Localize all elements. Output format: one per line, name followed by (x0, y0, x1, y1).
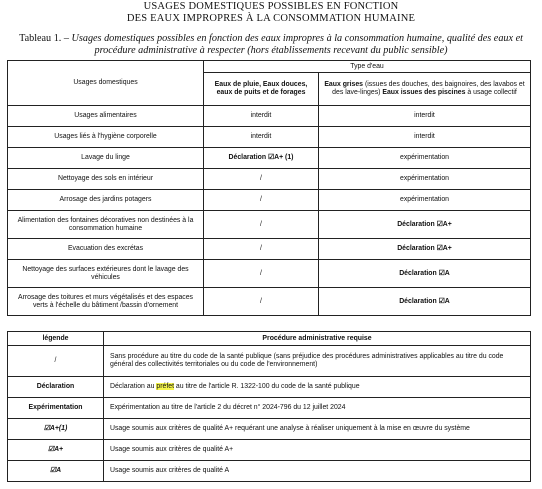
table-row (8, 190, 531, 211)
grey-water-detail: (issues des douches, des baignoires, des lavabos et des lave-linges) (332, 81, 525, 97)
grey-cell: interdit (319, 127, 531, 148)
table-caption-body: Usages domestiques possibles en fonction des eaux impropres à la consommation humaine, qualité des eaux et procédure administrative à respecter (hors établissements recevant du public sensible) (71, 33, 523, 56)
table-caption (2, 33, 540, 57)
legend-description: Sans procédure au titre du code de la santé publique (sans préjudice des procédures administratives applicables au titre du code général des collectivités territoriales ou du code de l'environnement) (104, 346, 531, 377)
legend-symbol: Déclaration (8, 377, 104, 398)
grey-cell: Déclaration ☑A (319, 260, 531, 288)
grey-cell: expérimentation (319, 190, 531, 211)
document-title-line-1: USAGES DOMESTIQUES POSSIBLES EN FONCTION (143, 1, 399, 12)
rain-cell: / (204, 211, 319, 239)
legend-text-after: au titre de l'article R. 1322-100 du code de la santé publique (173, 383, 360, 390)
table-caption-lead: Tableau 1. – (19, 33, 69, 44)
legend-symbol: ☑A+ (8, 440, 104, 461)
grey-cell: expérimentation (319, 169, 531, 190)
table-row (8, 239, 531, 260)
document-title-line-2: DES EAUX IMPROPRES À LA CONSOMMATION HUMAINE (126, 13, 416, 24)
usage-cell: Arrosage des toitures et murs végétalisés et des espaces verts à l'échelle du bâtiment /bassin d'ornement (8, 288, 204, 316)
usage-cell: Lavage du linge (8, 148, 204, 169)
table-row (8, 260, 531, 288)
legend-description: Usage soumis aux critères de qualité A+ requérant une analyse à réaliser uniquement à la mise en œuvre du système (104, 419, 531, 440)
legend-row (8, 461, 531, 482)
table-row (8, 148, 531, 169)
grey-cell: expérimentation (319, 148, 531, 169)
rain-cell: / (204, 260, 319, 288)
rain-cell: / (204, 169, 319, 190)
document-header (0, 0, 542, 25)
pool-water-label: Eaux issues des piscines (382, 89, 466, 97)
highlighted-word: préfet (156, 383, 174, 390)
grey-cell: interdit (319, 106, 531, 127)
legend-description: Usage soumis aux critères de qualité A (104, 461, 531, 482)
table-row (8, 127, 531, 148)
usage-cell: Alimentation des fontaines décoratives non destinées à la consommation humaine (8, 211, 204, 239)
grey-cell: Déclaration ☑A+ (319, 239, 531, 260)
column-header-usages: Usages domestiques (8, 61, 204, 106)
legend-description (104, 377, 531, 398)
rain-cell: interdit (204, 106, 319, 127)
grey-cell: Déclaration ☑A+ (319, 211, 531, 239)
column-header-procedure: Procédure administrative requise (104, 332, 531, 346)
legend-row (8, 419, 531, 440)
usage-table (7, 60, 531, 316)
rain-cell: / (204, 288, 319, 316)
legend-description: Expérimentation au titre de l'article 2 du décret n° 2024-796 du 12 juillet 2024 (104, 398, 531, 419)
legend-symbol: ☑A (8, 461, 104, 482)
usage-cell: Nettoyage des sols en intérieur (8, 169, 204, 190)
table-row (8, 288, 531, 316)
column-header-rain: Eaux de pluie, Eaux douces, eaux de puits et de forages (204, 73, 319, 106)
usage-cell: Usages alimentaires (8, 106, 204, 127)
column-header-type: Type d'eau (204, 61, 531, 73)
usage-cell: Arrosage des jardins potagers (8, 190, 204, 211)
table-row (8, 211, 531, 239)
legend-symbol: ☑A+(1) (8, 419, 104, 440)
table-row (8, 106, 531, 127)
pool-water-detail: à usage collectif (467, 89, 517, 97)
legend-symbol: Expérimentation (8, 398, 104, 419)
grey-cell: Déclaration ☑A (319, 288, 531, 316)
usage-cell: Evacuation des excrétas (8, 239, 204, 260)
legend-row (8, 398, 531, 419)
rain-cell: interdit (204, 127, 319, 148)
legend-text-before: Déclaration au (110, 383, 157, 390)
rain-cell: / (204, 239, 319, 260)
usage-cell: Nettoyage des surfaces extérieures dont le lavage des véhicules (8, 260, 204, 288)
legend-symbol: / (8, 346, 104, 377)
legend-row (8, 346, 531, 377)
legend-row (8, 440, 531, 461)
legend-row (8, 377, 531, 398)
column-header-legend: légende (8, 332, 104, 346)
legend-table (7, 331, 531, 482)
usage-cell: Usages liés à l'hygiène corporelle (8, 127, 204, 148)
rain-cell: Déclaration ☑A+ (1) (204, 148, 319, 169)
grey-water-label: Eaux grises (324, 81, 364, 89)
rain-cell: / (204, 190, 319, 211)
column-header-grey (319, 73, 531, 106)
legend-description: Usage soumis aux critères de qualité A+ (104, 440, 531, 461)
table-row (8, 169, 531, 190)
